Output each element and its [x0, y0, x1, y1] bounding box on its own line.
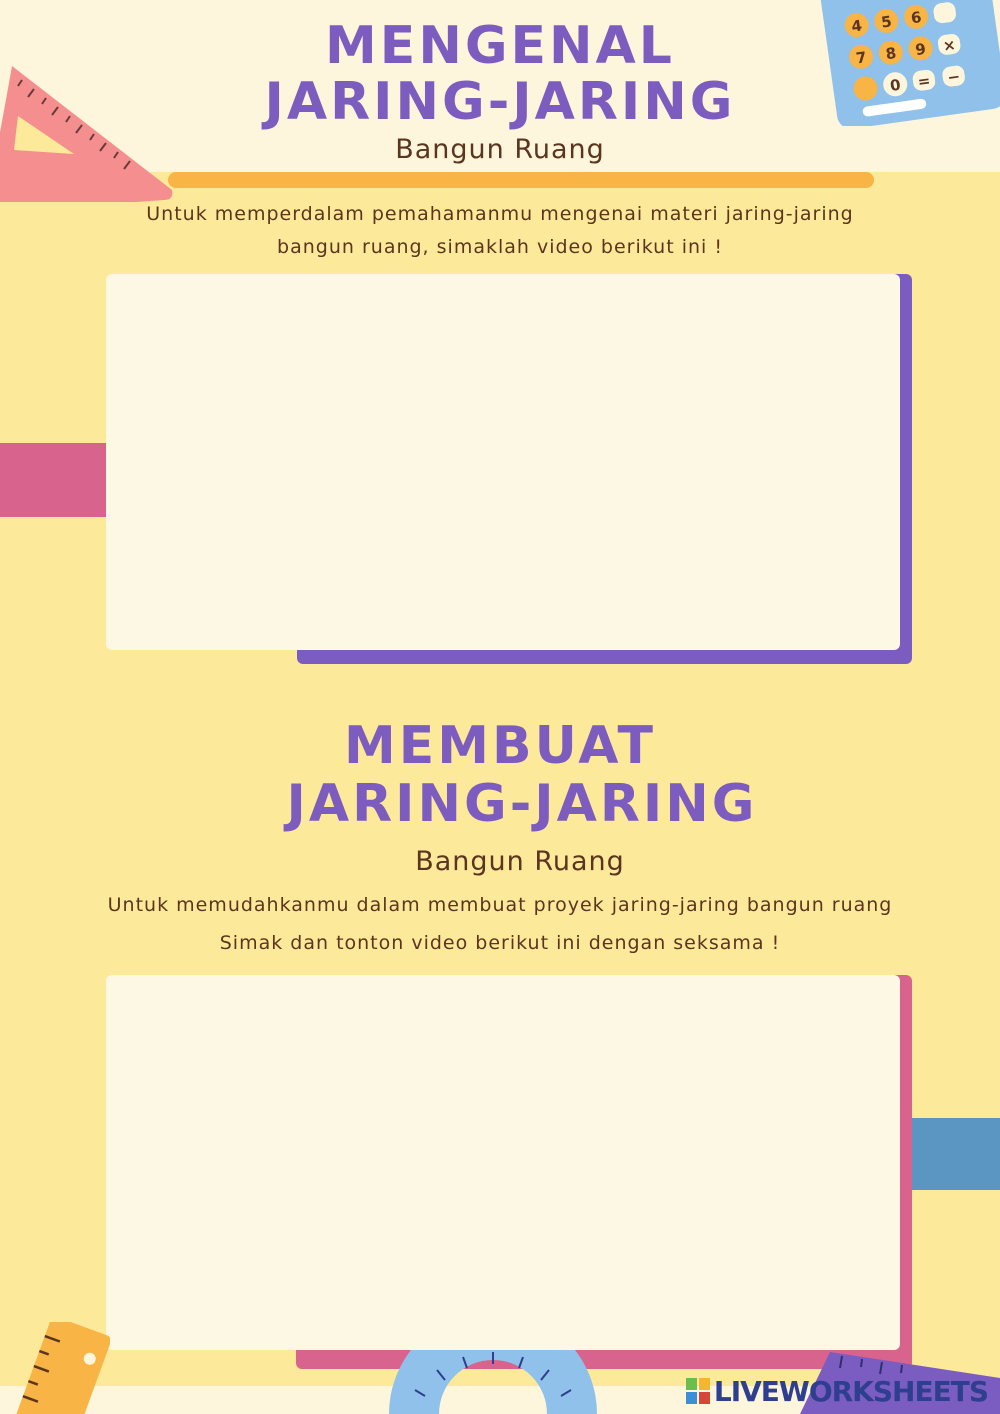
calc-key: 7 [854, 48, 868, 68]
section1-paragraph-line1: Untuk memperdalam pemahamanmu mengenai materi jaring-jaring [146, 203, 854, 225]
calc-key: = [916, 71, 932, 92]
calc-key: − [946, 67, 962, 87]
calc-key: 9 [914, 39, 928, 60]
section2-paragraph-line2: Simak dan tonton video berikut ini dengan seksama ! [219, 932, 781, 954]
liveworksheets-logo-icon [686, 1378, 710, 1404]
section2-title-line1: MEMBUAT [344, 716, 656, 776]
liveworksheets-logo [686, 1374, 988, 1408]
calc-key: 5 [880, 12, 893, 32]
section1-paragraph-line2: bangun ruang, simaklah video berikut ini ! [277, 236, 723, 258]
video1-embed[interactable] [106, 274, 900, 650]
calc-key: 6 [909, 8, 923, 28]
calc-key: 4 [850, 16, 864, 36]
section2-paragraph-line1: Untuk memudahkanmu dalam membuat proyek jaring-jaring bangun ruang [107, 894, 893, 916]
video2-embed[interactable] [106, 975, 900, 1350]
protractor-icon [385, 1350, 600, 1414]
calc-key: 0 [888, 75, 902, 95]
calc-key: 8 [884, 43, 898, 64]
section1-subtitle: Bangun Ruang [395, 134, 605, 165]
section2-title-line2: JARING-JARING [286, 774, 758, 834]
divider-bar [168, 172, 874, 188]
section2-subtitle: Bangun Ruang [415, 846, 625, 877]
decorative-tab [0, 443, 106, 517]
liveworksheets-wordmark: LIVEWORKSHEETS [713, 1374, 988, 1408]
calc-key: × [941, 35, 957, 56]
ruler-icon [0, 1322, 110, 1414]
decorative-tab [912, 1118, 1000, 1190]
section1-title-line2: JARING-JARING [264, 72, 736, 132]
section1-title-line1: MENGENAL [325, 16, 675, 76]
